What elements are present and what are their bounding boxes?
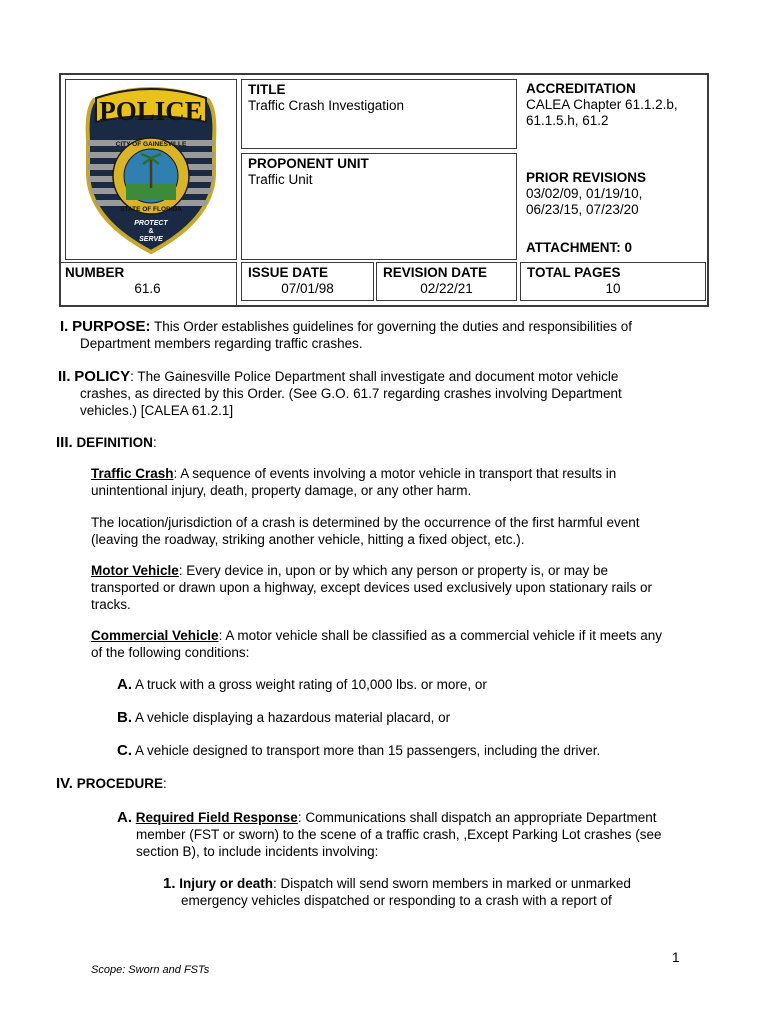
item-c-letter: C. [117,742,132,759]
issue-date-value: 07/01/98 [281,281,334,296]
traffic-crash-line1: : A sequence of events involving a motor vehicle in transport that results in [173,466,617,481]
sub1-num: 1. [163,875,176,892]
logo-police-text: POLICE [99,96,203,126]
motor-vehicle-line1: : Every device in, upon or by which any person or property is, or may be [178,563,608,578]
accreditation-block [520,79,706,131]
motor-vehicle-term: Motor Vehicle [91,563,179,578]
prior-revisions-block [520,168,706,220]
proponent-value: Traffic Unit [248,172,313,187]
purpose-label: PURPOSE: [72,318,151,335]
proc-a-term: Required Field Response [135,810,298,825]
commercial-item-b [117,709,717,726]
revision-date-value: 02/22/21 [420,281,473,296]
commercial-item-a [117,676,717,693]
traffic-crash-term: Traffic Crash [91,466,174,481]
logo-ring-bottom-text: STATE OF FLORIDA [120,206,182,213]
total-pages-cell [520,262,706,301]
policy-line2: crashes, as directed by this Order. (See G.O. 61.7 regarding crashes involving Department [80,386,622,401]
item-c-text: A vehicle designed to transport more than 15 passengers, including the driver. [132,743,601,758]
accreditation-value-1: CALEA Chapter 61.1.2.b, [526,97,678,112]
procedure-sub-1 [163,875,723,909]
issue-date-cell [241,262,374,301]
definition-num: III. [56,434,73,451]
definition-colon: : [152,435,157,450]
traffic-crash-line2: unintentional injury, death, property damage, or any other harm. [91,483,472,498]
title-cell [241,79,517,149]
revision-date-cell [376,262,517,301]
revision-date-label: REVISION DATE [383,265,488,280]
sub1-line1: : Dispatch will send sworn members in marked or unmarked [273,876,631,891]
commercial-vehicle-definition [91,627,711,661]
procedure-label: PROCEDURE [76,776,163,791]
procedure-item-a [117,809,717,860]
item-a-letter: A. [117,676,132,693]
purpose-line1: This Order establishes guidelines for governing the duties and responsibilities of [150,319,632,334]
prior-revisions-2: 06/23/15, 07/23/20 [526,202,639,217]
purpose-section [60,318,700,352]
logo-cell [65,79,237,260]
policy-section [58,368,708,419]
sub1-term: Injury or death [179,876,274,891]
policy-line3: vehicles.) [CALEA 61.2.1] [80,403,234,418]
motor-vehicle-line2: transported or drawn upon a highway, except devices used exclusively upon stationary rails or [91,580,653,595]
title-label: TITLE [248,82,286,97]
item-b-letter: B. [117,709,132,726]
proc-a-line1: : Communications shall dispatch an appropriate Department [297,810,657,825]
item-b-text: A vehicle displaying a hazardous material placard, or [132,710,451,725]
prior-revisions-label: PRIOR REVISIONS [526,170,647,185]
motor-vehicle-line3: tracks. [91,597,131,612]
policy-label: POLICY [74,368,131,385]
traffic-crash-definition [91,465,711,499]
commercial-line1: : A motor vehicle shall be classified as a commercial vehicle if it meets any [218,628,663,643]
prior-revisions-1: 03/02/09, 01/19/10, [526,186,643,201]
number-cell [59,262,237,307]
total-pages-value: 10 [605,281,621,296]
policy-line1: : The Gainesville Police Department shall investigate and document motor vehicle [130,369,619,384]
item-a-text: A truck with a gross weight rating of 10,000 lbs. or more, or [132,677,487,692]
logo-ring-top-text: CITY OF GAINESVILLE [115,141,187,148]
procedure-heading [56,775,356,792]
purpose-num: I. [60,318,69,335]
procedure-num: IV. [56,775,73,792]
commercial-term: Commercial Vehicle [91,628,219,643]
accreditation-label: ACCREDITATION [526,81,636,96]
proc-a-line3: section B), to include incidents involving: [136,844,379,859]
logo-motto-3: SERVE [139,236,163,243]
policy-num: II. [58,368,71,385]
attachment-label: ATTACHMENT: 0 [526,240,632,255]
footer-scope: Scope: Sworn and FSTs [91,964,210,976]
police-badge-logo [66,80,236,259]
definition-heading [56,434,356,451]
commercial-line2: of the following conditions: [91,645,250,660]
accreditation-value-2: 61.1.5.h, 61.2 [526,113,609,128]
location-paragraph [91,514,711,548]
location-line2: (leaving the roadway, striking another vehicle, hitting a fixed object, etc.). [91,532,525,547]
proponent-cell [241,153,517,260]
procedure-colon: : [163,776,167,791]
number-value: 61.6 [134,281,161,296]
page-number: 1 [672,950,680,965]
definition-label: DEFINITION [76,435,153,450]
proc-a-line2: member (FST or sworn) to the scene of a traffic crash, ,Except Parking Lot crashes (see [136,827,662,842]
number-label: NUMBER [65,265,125,280]
sub1-line2: emergency vehicles dispatched or responding to a crash with a report of [181,893,612,908]
motor-vehicle-definition [91,562,711,613]
title-value: Traffic Crash Investigation [248,98,405,113]
total-pages-label: TOTAL PAGES [527,265,621,280]
commercial-item-c [117,742,737,759]
location-line1: The location/jurisdiction of a crash is determined by the occurrence of the first harmful event [91,515,640,530]
purpose-line2: Department members regarding traffic crashes. [80,336,363,351]
proponent-label: PROPONENT UNIT [248,156,369,171]
proc-a-letter: A. [117,809,132,826]
issue-date-label: ISSUE DATE [248,265,329,280]
logo-motto-2: & [148,228,154,235]
logo-motto-1: PROTECT [134,220,168,227]
